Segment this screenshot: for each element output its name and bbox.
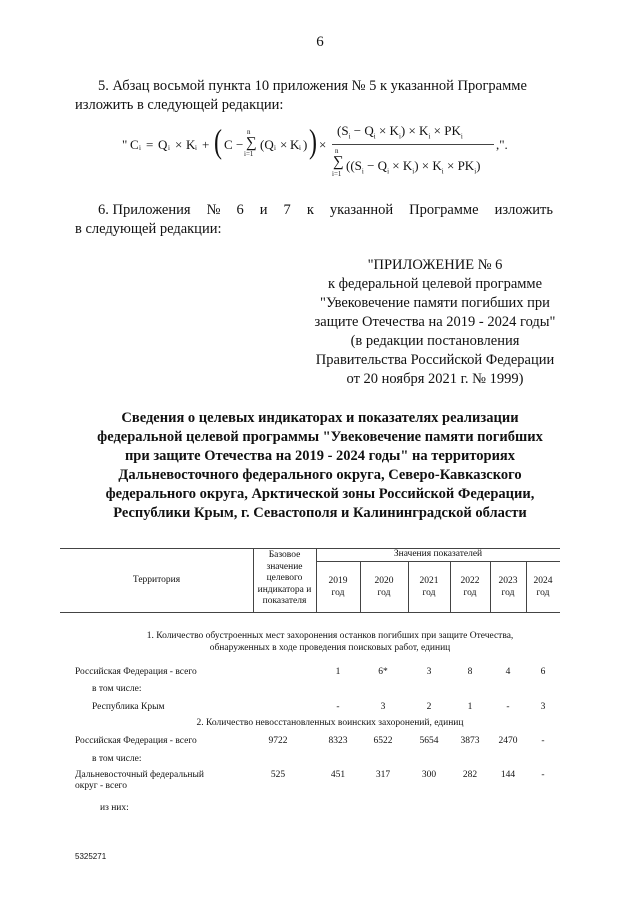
document-title: [60, 409, 580, 523]
approval-line: "ПРИЛОЖЕНИЕ № 6: [367, 257, 503, 273]
para6-word: 6. Приложения: [98, 202, 191, 218]
year-label: 2021: [419, 576, 439, 586]
row-rf-total-1-2024: 6: [540, 667, 546, 677]
header-base-line: индикатора и: [257, 584, 312, 595]
header-base-line: значение: [266, 561, 303, 572]
para6-line2: в следующей редакции:: [75, 221, 222, 237]
approval-line: к федеральной целевой программе: [327, 276, 543, 292]
row-crimea-2021: 2: [426, 702, 432, 712]
formula-minus: −: [236, 137, 244, 152]
row-far-east-2021: 300: [421, 770, 437, 780]
row-rf-total-2-2020: 6522: [373, 736, 393, 746]
formula-close: ,".: [496, 137, 508, 152]
row-rf-total-2-2023: 2470: [498, 736, 518, 746]
table-values-divider: [316, 561, 560, 562]
row-far-east-name-line: Дальневосточный федеральный: [75, 770, 204, 780]
header-base: [253, 550, 316, 608]
approval-line: от 20 ноября 2021 г. № 1999): [346, 371, 524, 387]
formula-k2-sub: i: [299, 144, 301, 152]
year-label: 2019: [328, 576, 348, 586]
approval-block: [300, 256, 570, 389]
formula-denom-sum-bottom: i=1: [332, 170, 342, 178]
header-territory: Территория: [132, 575, 181, 585]
row-rf-total-1-2019: 1: [335, 667, 341, 677]
header-year-2024: [526, 576, 560, 599]
row-crimea-2022: 1: [467, 702, 473, 712]
formula: [122, 120, 522, 190]
header-year-2019: [316, 576, 360, 599]
formula-sum: ∑: [246, 135, 257, 151]
row-incl-2: в том числе:: [92, 754, 142, 764]
formula-denom-sum: ∑: [333, 154, 344, 170]
row-crimea-2019: -: [336, 702, 340, 712]
header-base-line: Базовое: [268, 550, 301, 560]
row-crimea-name: Республика Крым: [92, 702, 165, 712]
header-year-2022: [450, 576, 490, 599]
approval-line: защите Отечества на 2019 - 2024 годы": [314, 314, 556, 330]
formula-q2-sub: i: [274, 144, 276, 152]
para6-word: указанной: [329, 202, 394, 218]
footer-code: 5325271: [75, 852, 107, 861]
year-suffix: год: [331, 587, 345, 598]
formula-numerator: $(S_i - Q_i \times K_i) \times K_i \times PK_i$: [337, 123, 463, 141]
para5-line1: 5. Абзац восьмой пункта 10 приложения № 5 к указанной Программе: [98, 78, 527, 94]
para6-word: и: [259, 202, 268, 218]
row-rf-total-1-2022: 8: [467, 667, 473, 677]
formula-denom-sum-top: n: [335, 147, 339, 155]
row-rf-total-2-2019: 8323: [328, 736, 348, 746]
section-2-heading: 2. Количество невосстановленных воинских захоронений, единиц: [196, 718, 464, 728]
title-line: Дальневосточного федерального округа, Северо-Кавказского: [118, 467, 522, 483]
row-rf-total-1-2020: 6*: [378, 667, 388, 677]
row-rf-total-1-2021: 3: [426, 667, 432, 677]
formula-times-1: ×: [175, 137, 183, 152]
row-rf-total-1-name: Российская Федерация - всего: [75, 667, 197, 677]
section-1-line: 1. Количество обустроенных мест захоронения останков погибших при защите Отечества,: [146, 631, 514, 641]
title-line: федеральной целевой программы "Увековечение памяти погибших: [97, 429, 543, 445]
formula-q: Q: [158, 137, 168, 152]
row-rf-total-2-2024: -: [541, 736, 545, 746]
row-rf-total-2-base: 9722: [268, 736, 288, 746]
row-far-east-2020: 317: [375, 770, 391, 780]
year-suffix: год: [501, 587, 515, 598]
formula-k: K: [186, 137, 196, 152]
row-rf-total-2-name: Российская Федерация - всего: [75, 736, 197, 746]
row-rf-total-2-2021: 5654: [419, 736, 439, 746]
title-line: Республики Крым, г. Севастополя и Калининградской области: [113, 505, 527, 521]
para6-line1: [98, 200, 553, 220]
para6-word: 6: [236, 202, 244, 218]
approval-line: (в редакции постановления: [350, 333, 520, 349]
header-year-2023: [490, 576, 526, 599]
formula-c: C: [224, 137, 233, 152]
para6-word: к: [306, 202, 314, 218]
row-far-east-2024: -: [541, 770, 545, 780]
formula-paren-open: (: [214, 124, 222, 161]
formula-k2: K: [290, 137, 300, 152]
approval-line: "Увековечение памяти погибших при: [320, 295, 550, 311]
row-far-east-base: 525: [270, 770, 286, 780]
para6-word: 7: [283, 202, 291, 218]
title-line: Сведения о целевых индикаторах и показателях реализации: [121, 410, 519, 426]
row-far-east-2023: 144: [500, 770, 516, 780]
formula-lhs-sub: i: [139, 144, 141, 152]
section-1-line: обнаруженных в ходе проведения поисковых работ, единиц: [209, 643, 451, 653]
row-rf-total-2-2022: 3873: [460, 736, 480, 746]
para5-line2: изложить в следующей редакции:: [75, 97, 284, 113]
formula-denominator: $((S_i - Q_i \times K_i) \times K_i \times PK_i)$: [346, 158, 481, 176]
para6-word: №: [206, 202, 221, 218]
formula-lhs: C: [130, 137, 139, 152]
formula-times-3: ×: [319, 137, 327, 152]
row-incl-1: в том числе:: [92, 684, 142, 694]
approval-line: Правительства Российской Федерации: [315, 352, 555, 368]
row-far-east-name: [75, 770, 204, 792]
formula-paren-inner-close: ): [303, 137, 308, 152]
row-of-them: из них:: [100, 803, 129, 813]
row-far-east-2022: 282: [462, 770, 478, 780]
formula-sum-top: n: [247, 128, 251, 136]
row-far-east-2019: 451: [330, 770, 346, 780]
year-suffix: год: [422, 587, 436, 598]
section-1-heading: [60, 630, 600, 654]
header-year-2021: [408, 576, 450, 599]
formula-times-2: ×: [280, 137, 288, 152]
para6-word: изложить: [494, 202, 553, 218]
row-crimea-2023: -: [506, 702, 510, 712]
row-crimea-2024: 3: [540, 702, 546, 712]
para6-word: Программе: [409, 202, 479, 218]
formula-k-sub: i: [195, 144, 197, 152]
year-suffix: год: [463, 587, 477, 598]
header-base-line: целевого: [266, 573, 303, 583]
header-year-2020: [360, 576, 408, 599]
formula-fraction-bar: [332, 144, 494, 145]
row-rf-total-1-2023: 4: [505, 667, 511, 677]
formula-q2: (Q: [260, 137, 274, 152]
row-crimea-2020: 3: [380, 702, 386, 712]
year-suffix: год: [536, 587, 550, 598]
table-header-bottom-border: [60, 612, 560, 613]
formula-plus: +: [202, 137, 210, 152]
year-label: 2024: [533, 576, 553, 586]
title-line: при защите Отечества на 2019 - 2024 годы" на территориях: [124, 448, 516, 464]
title-line: федерального округа, Арктической зоны Российской Федерации,: [105, 486, 535, 502]
row-far-east-name-line: округ - всего: [75, 781, 127, 791]
formula-open-quote: ": [122, 137, 128, 152]
year-label: 2022: [460, 576, 480, 586]
header-base-line: показателя: [262, 596, 307, 606]
formula-paren-close: ): [309, 124, 317, 161]
formula-q-sub: i: [168, 144, 170, 152]
header-values: Значения показателей: [393, 549, 483, 559]
year-label: 2020: [374, 576, 394, 586]
page-number: 6: [316, 34, 324, 50]
formula-sum-bottom: i=1: [244, 150, 254, 158]
year-suffix: год: [377, 587, 391, 598]
year-label: 2023: [498, 576, 518, 586]
formula-eq: =: [146, 137, 154, 152]
